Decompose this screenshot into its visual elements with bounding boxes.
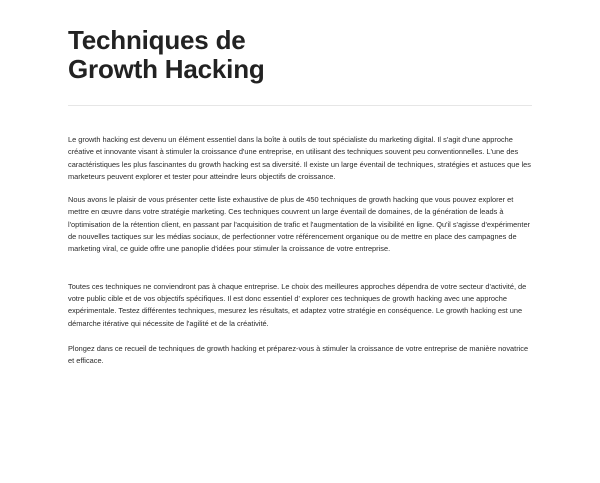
page-title (68, 26, 532, 84)
page-title-line-1: Techniques de (68, 25, 246, 55)
intro-paragraph: Le growth hacking est devenu un élément essentiel dans la boîte à outils de tout spécialiste du marketing digital. Il s'agit d'une approche créative et innovante visant à stimuler la croissance d'une entreprise, en utilisant des techniques souvent peu conventionnelles. L'une des caractéristiques les plus fascinantes du growth hacking est sa diversité. Il existe un large éventail de techniques, stratégies et astuces que les marketeurs peuvent explorer et tester pour atteindre leurs objectifs de croissance. (68, 135, 531, 181)
title-divider (68, 105, 532, 106)
page-title-line-2: Growth Hacking (68, 54, 265, 84)
closing-paragraph: Plongez dans ce recueil de techniques de growth hacking et préparez-vous à stimuler la croissance de votre entreprise de manière novatrice et efficace. (68, 343, 529, 366)
techniques-list-paragraph: Nous avons le plaisir de vous présenter cette liste exhaustive de plus de 450 techniques de growth hacking que vous pouvez explorer et mettre en œuvre dans votre stratégie marketing. Ces techniques couvrent un large éventail de domaines, de la génération de leads à l'optimisation de la rétention client, en passant par l'acquisition de trafic et l'augmentation de la visibilité en ligne. Qu'il s'agisse d'expérimenter de nouvelles tactiques sur les médias sociaux, de perfectionner votre référencement organique ou de mettre en place des campagnes de marketing viral, ce guide offre une panoplie d'idées pour stimuler la croissance de votre entreprise. (68, 195, 531, 254)
article (68, 26, 532, 367)
experimentation-paragraph: Toutes ces techniques ne conviendront pas à chaque entreprise. Le choix des meilleures approches dépendra de votre secteur d'activité, de votre public cible et de vos objectifs spécifiques. Il est donc essentiel d' explorer ces techniques de growth hacking avec une approche expérimentale. Testez différentes techniques, mesurez les résultats, et adaptez votre stratégie en conséquence. Le growth hacking est une démarche itérative qui nécessite de l'agilité et de la créativité. (68, 281, 527, 328)
